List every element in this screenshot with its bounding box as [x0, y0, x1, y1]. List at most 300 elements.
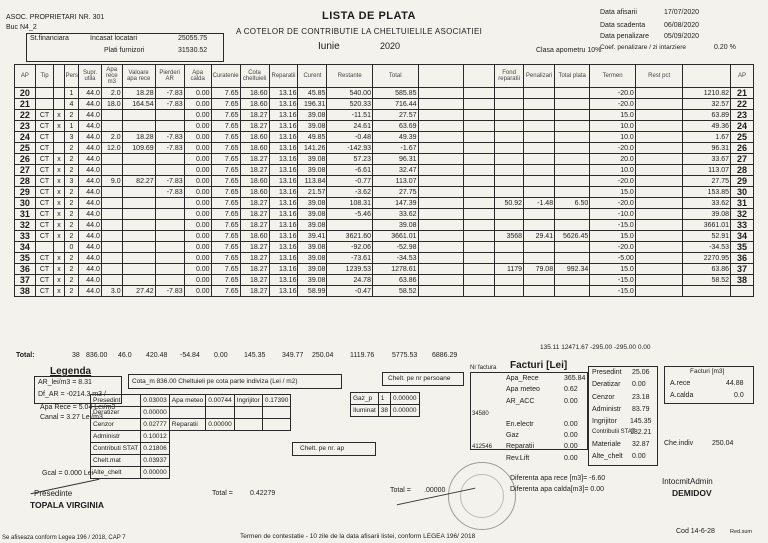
- cell-pers: 2: [64, 253, 78, 264]
- cell-tot: 147.39: [372, 198, 418, 209]
- cell-x: x: [54, 121, 64, 132]
- apa-meteo-value: 0.00744: [206, 395, 235, 407]
- cell-empty: [418, 209, 464, 220]
- ar-acc-value: 0.00: [564, 398, 578, 405]
- cell-pierd: -7.83: [155, 132, 184, 143]
- cell-tr: -34.53: [683, 242, 731, 253]
- cell-tr: 32.57: [683, 99, 731, 110]
- cell-fr: 3568: [495, 231, 524, 242]
- cell-supr: 44.0: [79, 220, 102, 231]
- cell-x: [54, 99, 64, 110]
- cell-empty: [464, 264, 495, 275]
- cell-pierd: [155, 154, 184, 165]
- cell-rep: 13.16: [269, 110, 298, 121]
- cell-empty: [418, 253, 464, 264]
- cell-ap: 25: [15, 143, 36, 154]
- cell-fr: [495, 143, 524, 154]
- cell-arm3: [101, 154, 122, 165]
- table-row: [15, 121, 754, 132]
- cell-arm3: [101, 209, 122, 220]
- document-subtitle: A COTELOR DE CONTRIBUTIE LA CHELTUIELILE ASOCIATIEI: [236, 27, 483, 36]
- cell-sub: 39.08: [298, 209, 327, 220]
- cell-empty: [464, 110, 495, 121]
- cell-ap: 22: [15, 110, 36, 121]
- cell-sub: 39.08: [298, 110, 327, 121]
- table-row: [15, 165, 754, 176]
- cell-ap2: 32: [731, 209, 754, 220]
- cell-sub: 21.57: [298, 187, 327, 198]
- cell-rp: [635, 121, 683, 132]
- total-label: Total:: [16, 352, 35, 359]
- col-header: Reparatii: [269, 65, 298, 88]
- cell-r1: 0.00: [184, 231, 211, 242]
- cell-tip: CT: [35, 154, 54, 165]
- data-penalizare-value: 05/09/2020: [664, 33, 700, 40]
- cell-arm3: 12.0: [101, 143, 122, 154]
- cell-ap2: 22: [731, 99, 754, 110]
- cell-cur: 7.65: [211, 110, 240, 121]
- cell-pierd: [155, 209, 184, 220]
- cell-ap: 33: [15, 231, 36, 242]
- cell-r1: 0.00: [184, 110, 211, 121]
- cell-rp: [635, 231, 683, 242]
- cell-pen: -1.48: [524, 198, 555, 209]
- cell-tot: 716.44: [372, 99, 418, 110]
- asoc-name: ASOC. PROPRIETARI NR. 301: [6, 14, 105, 21]
- cell-term: -15.0: [590, 275, 636, 286]
- cell-pen: [524, 253, 555, 264]
- cell-tp: [555, 242, 590, 253]
- cell-ap2: 31: [731, 198, 754, 209]
- cell-rep: 13.16: [269, 143, 298, 154]
- cell-empty: [418, 242, 464, 253]
- cell-arv: [122, 231, 155, 242]
- cell-cur: 7.65: [211, 209, 240, 220]
- cell-cota: 18.60: [240, 176, 269, 187]
- cell-arm3: [101, 110, 122, 121]
- cell-empty: [418, 275, 464, 286]
- cell-r1: 0.00: [184, 165, 211, 176]
- cell-rp: [635, 132, 683, 143]
- cell-arv: [122, 110, 155, 121]
- col-header: AP: [731, 65, 754, 88]
- cell-tr: 52.91: [683, 231, 731, 242]
- cell-empty: [464, 165, 495, 176]
- cell-tip: CT: [35, 231, 54, 242]
- cell-tr: 63.86: [683, 264, 731, 275]
- cell-empty: [464, 242, 495, 253]
- cell-tot: 27.57: [372, 110, 418, 121]
- cenzor-fact-value: 23.18: [632, 394, 650, 401]
- cell-rp: [635, 143, 683, 154]
- cell-cota: 18.60: [240, 231, 269, 242]
- cell-pers: 2: [64, 264, 78, 275]
- cell-x: x: [54, 231, 64, 242]
- cell-fr: [495, 110, 524, 121]
- cell-rest: 108.31: [327, 198, 373, 209]
- cell-rest: -73.61: [327, 253, 373, 264]
- cell-pers: 2: [64, 209, 78, 220]
- cell-rep: 13.16: [269, 176, 298, 187]
- presedinte-label: Presedint: [91, 395, 141, 407]
- cell-rep: 13.16: [269, 165, 298, 176]
- cell-tot: -52.98: [372, 242, 418, 253]
- table-row: [15, 187, 754, 198]
- col-header: AP: [15, 65, 36, 88]
- cell-term: -20.0: [590, 88, 636, 99]
- incasat-value: 25055.75: [178, 35, 208, 42]
- chelt-mat-value: 0.03937: [141, 455, 170, 467]
- cell-rest: 24.78: [327, 275, 373, 286]
- apa-rece-label: Apa_Rece: [506, 375, 539, 382]
- presedinte-name: TOPALA VIRGINIA: [30, 500, 104, 510]
- cell-rep: 13.16: [269, 88, 298, 99]
- cell-sub: 39.08: [298, 220, 327, 231]
- cell-r1: 0.00: [184, 154, 211, 165]
- cell-arm3: [101, 187, 122, 198]
- rev-lift-value: 0.00: [564, 455, 578, 462]
- cell-pierd: [155, 110, 184, 121]
- cell-ap: 37: [15, 275, 36, 286]
- cell-tp: 992.34: [555, 264, 590, 275]
- chelt-pers-table: [350, 392, 420, 417]
- cell-cota: 18.60: [240, 132, 269, 143]
- cell-empty: [464, 253, 495, 264]
- rev-lift-label: Rev.Lift: [506, 455, 530, 462]
- cell-sub: 39.08: [298, 198, 327, 209]
- reparatii-value: 0.00000: [206, 419, 235, 431]
- cell-sub: 113.84: [298, 176, 327, 187]
- cell-x: x: [54, 187, 64, 198]
- cell-cur: 7.65: [211, 88, 240, 99]
- contributie-value: 0.21806: [141, 443, 170, 455]
- cell-x: [54, 242, 64, 253]
- cell-empty: [418, 176, 464, 187]
- cell-cota: 18.27: [240, 286, 269, 297]
- cell-supr: 44.0: [79, 264, 102, 275]
- ar-acc-label: AR_ACC: [506, 398, 535, 405]
- cell-rep: 13.16: [269, 286, 298, 297]
- cell-supr: 44.0: [79, 88, 102, 99]
- cell-tr: [683, 286, 731, 297]
- cell-empty: [464, 121, 495, 132]
- cell-pierd: [155, 253, 184, 264]
- cell-arm3: [101, 253, 122, 264]
- en-electr-label: En.electr: [506, 421, 534, 428]
- cell-ap: 28: [15, 176, 36, 187]
- cell-pen: [524, 121, 555, 132]
- cell-ap2: [731, 286, 754, 297]
- presedinte-fact-label: Presedint: [592, 369, 622, 376]
- cell-cota: 18.27: [240, 264, 269, 275]
- intocmit-name: DEMIDOV: [672, 488, 712, 498]
- cell-rep: 13.16: [269, 187, 298, 198]
- cell-tot: 33.62: [372, 209, 418, 220]
- cell-r1: 0.00: [184, 143, 211, 154]
- cell-tip: CT: [35, 110, 54, 121]
- gaz-label: Gaz_p: [351, 393, 379, 405]
- cell-r1: 0.00: [184, 220, 211, 231]
- incasat-label: Incasat locatari: [90, 35, 138, 42]
- st-financiara-label: St.financiara: [30, 35, 69, 42]
- cell-arv: 18.28: [122, 88, 155, 99]
- apa-meteo-value: 0.62: [564, 386, 578, 393]
- cell-cur: 7.65: [211, 264, 240, 275]
- cell-cur: 7.65: [211, 99, 240, 110]
- cell-rest: -0.77: [327, 176, 373, 187]
- cell-tr: 39.08: [683, 209, 731, 220]
- cell-pers: 4: [64, 99, 78, 110]
- cell-x: x: [54, 220, 64, 231]
- cell-cur: 7.65: [211, 165, 240, 176]
- administr-fact-value: 83.79: [632, 406, 650, 413]
- total-a-label: Total =: [212, 490, 233, 497]
- cell-rp: [635, 99, 683, 110]
- apa-meteo-label: Apa meteo: [506, 386, 540, 393]
- col-header: Pers: [64, 65, 78, 88]
- cell-rp: [635, 275, 683, 286]
- cell-pen: [524, 176, 555, 187]
- cell-fr: [495, 253, 524, 264]
- cell-ap2: 23: [731, 110, 754, 121]
- cell-r1: 0.00: [184, 99, 211, 110]
- cell-rp: [635, 154, 683, 165]
- cell-empty: [464, 220, 495, 231]
- cell-tr: 2270.95: [683, 253, 731, 264]
- gaz-value: 1: [378, 393, 390, 405]
- cell-pen: [524, 209, 555, 220]
- cell-tot: 63.69: [372, 121, 418, 132]
- cell-fr: [495, 154, 524, 165]
- en-electr-value: 0.00: [564, 421, 578, 428]
- cell-sub: 39.41: [298, 231, 327, 242]
- cell-rp: [635, 209, 683, 220]
- cell-fr: [495, 286, 524, 297]
- cell-pen: [524, 143, 555, 154]
- data-afisarii-value: 17/07/2020: [664, 9, 700, 16]
- col-header: Apa calda: [184, 65, 211, 88]
- cell-rest: -3.62: [327, 187, 373, 198]
- cell-tip: CT: [35, 132, 54, 143]
- cell-term: -15.0: [590, 286, 636, 297]
- reparatii-fact-value: 0.00: [564, 443, 578, 450]
- cell-ap: 27: [15, 165, 36, 176]
- col-header: Curent: [298, 65, 327, 88]
- cell-empty: [418, 88, 464, 99]
- cell-r1: 0.00: [184, 209, 211, 220]
- cell-tot: 27.75: [372, 187, 418, 198]
- cenzor-label: Cenzor: [91, 419, 141, 431]
- cell-rep: 13.16: [269, 121, 298, 132]
- cell-x: [54, 88, 64, 99]
- total-pers: 38: [72, 352, 80, 359]
- cell-cota: 18.60: [240, 187, 269, 198]
- total-rep: 250.04: [312, 352, 334, 359]
- cell-empty: [418, 231, 464, 242]
- cell-arm3: [101, 121, 122, 132]
- cell-rest: 57.23: [327, 154, 373, 165]
- main-table: [14, 64, 754, 297]
- materiale-fact-label: Materiale: [592, 441, 621, 448]
- cell-arv: [122, 198, 155, 209]
- cell-pierd: [155, 165, 184, 176]
- cell-r1: 0.00: [184, 253, 211, 264]
- cell-pierd: [155, 198, 184, 209]
- cell-ap: 32: [15, 220, 36, 231]
- cell-tp: [555, 286, 590, 297]
- cell-ap2: 29: [731, 176, 754, 187]
- cell-arv: 27.42: [122, 286, 155, 297]
- cell-rp: [635, 88, 683, 99]
- cell-empty: [418, 220, 464, 231]
- cell-sub: 39.08: [298, 242, 327, 253]
- ingrijitor-label: Ingrijitor: [234, 395, 262, 407]
- col-header: Curatenie: [211, 65, 240, 88]
- cell-sub: 39.08: [298, 121, 327, 132]
- cell-pen: [524, 154, 555, 165]
- cell-tp: [555, 121, 590, 132]
- total-cota: 349.77: [282, 352, 304, 359]
- iluminat-value2: 0.00000: [391, 405, 420, 417]
- cell-rp: [635, 253, 683, 264]
- cell-empty: [418, 110, 464, 121]
- cell-fr: [495, 209, 524, 220]
- alte-chelt-label: Alte_chelt: [91, 467, 141, 479]
- cell-tot: 1278.61: [372, 264, 418, 275]
- cell-pierd: [155, 121, 184, 132]
- cell-tot: 96.31: [372, 154, 418, 165]
- gcal-line: Gcal = 0.000 Lei: [42, 470, 94, 477]
- cell-tip: CT: [35, 209, 54, 220]
- contributii-fact-label: Contributii STAT: [592, 429, 636, 435]
- cell-tr: 96.31: [683, 143, 731, 154]
- cell-pierd: [155, 242, 184, 253]
- cell-ap2: 37: [731, 264, 754, 275]
- cell-tot: 113.07: [372, 176, 418, 187]
- cell-tot: 58.52: [372, 286, 418, 297]
- cell-ap: 21: [15, 99, 36, 110]
- cell-empty: [418, 143, 464, 154]
- cell-tr: 63.89: [683, 110, 731, 121]
- cell-supr: 44.0: [79, 187, 102, 198]
- cell-tp: [555, 110, 590, 121]
- cell-rest: 540.00: [327, 88, 373, 99]
- che-indiv-label: Che.indiv: [664, 440, 694, 447]
- ar-lei: AR_lei/m3 = 8.31: [38, 379, 92, 386]
- cell-r1: 0.00: [184, 132, 211, 143]
- cell-rep: 13.16: [269, 99, 298, 110]
- cell-supr: 44.0: [79, 231, 102, 242]
- contributie-label: Contributi STAT: [91, 443, 141, 455]
- canal-pret: Canal = 3.27 Lei/m3: [40, 414, 103, 421]
- table-row: [15, 99, 754, 110]
- cell-empty: [464, 88, 495, 99]
- cell-term: 15.0: [590, 110, 636, 121]
- cell-supr: 44.0: [79, 165, 102, 176]
- cell-ap2: 28: [731, 165, 754, 176]
- cell-term: 15.0: [590, 187, 636, 198]
- cell-supr: 44.0: [79, 121, 102, 132]
- col-header: Supr. utila: [79, 65, 102, 88]
- cell-r1: 0.00: [184, 286, 211, 297]
- plati-value: 31530.52: [178, 47, 208, 54]
- alte-chelt-value: 0.00000: [141, 467, 170, 479]
- cell-cur: 7.65: [211, 176, 240, 187]
- cell-ap2: 27: [731, 154, 754, 165]
- cell-arm3: [101, 275, 122, 286]
- ingrijitor-fact-value: 145.35: [630, 418, 652, 425]
- cell-r1: 0.00: [184, 198, 211, 209]
- col-header: Total plata: [555, 65, 590, 88]
- cell-rest: -6.61: [327, 165, 373, 176]
- presedinte-value: 0.03003: [141, 395, 170, 407]
- col-header: Fond reparatii: [495, 65, 524, 88]
- cell-arm3: 18.0: [101, 99, 122, 110]
- cell-arv: 164.54: [122, 99, 155, 110]
- clasa-apometru: Clasa apometru 10%: [536, 47, 602, 54]
- cell-rest: [327, 220, 373, 231]
- cell-pen: [524, 275, 555, 286]
- cell-empty: [464, 275, 495, 286]
- cell-ap2: 21: [731, 88, 754, 99]
- cell-pers: 2: [64, 154, 78, 165]
- cell-pen: [524, 220, 555, 231]
- cell-cur: 7.65: [211, 143, 240, 154]
- cell-cota: 18.27: [240, 121, 269, 132]
- col-header: Pierderi AR: [155, 65, 184, 88]
- cell-arv: [122, 154, 155, 165]
- cell-tp: 6.50: [555, 198, 590, 209]
- cell-rep: 13.16: [269, 209, 298, 220]
- cell-tp: [555, 132, 590, 143]
- total-arv: 420.48: [146, 352, 168, 359]
- cell-term: -20.0: [590, 176, 636, 187]
- cell-x: x: [54, 154, 64, 165]
- cell-arm3: 9.0: [101, 176, 122, 187]
- total-arm3: 46.0: [118, 352, 132, 359]
- administr-label: Administr: [91, 431, 141, 443]
- data-scadenta-label: Data scadenta: [600, 22, 646, 29]
- total-r1: 0.00: [214, 352, 228, 359]
- cell-supr: 44.0: [79, 154, 102, 165]
- cell-tip: [35, 88, 54, 99]
- cell-rest: 24.61: [327, 121, 373, 132]
- cell-ap2: 38: [731, 275, 754, 286]
- cell-term: 15.0: [590, 231, 636, 242]
- chelt-mat-label: Chelt.mat: [91, 455, 141, 467]
- cell-ap: 36: [15, 264, 36, 275]
- cell-supr: 44.0: [79, 99, 102, 110]
- cell-sub: 39.08: [298, 253, 327, 264]
- cell-tr: 27.75: [683, 176, 731, 187]
- cell-rep: 13.16: [269, 253, 298, 264]
- reparatii-label: Reparatii: [169, 419, 205, 431]
- cell-sub: 45.85: [298, 88, 327, 99]
- cell-tip: CT: [35, 143, 54, 154]
- col-header: Cota cheltuieli: [240, 65, 269, 88]
- cell-pen: [524, 99, 555, 110]
- cell-pen: [524, 165, 555, 176]
- cell-r1: 0.00: [184, 187, 211, 198]
- cell-pers: 3: [64, 132, 78, 143]
- cell-cota: 18.27: [240, 253, 269, 264]
- cell-tr: 1.67: [683, 132, 731, 143]
- total-cur: 145.35: [244, 352, 266, 359]
- cell-tp: [555, 176, 590, 187]
- gaz-fact-label: Gaz: [506, 432, 519, 439]
- cell-tp: [555, 99, 590, 110]
- apa-rece-value: 365.84: [564, 375, 586, 382]
